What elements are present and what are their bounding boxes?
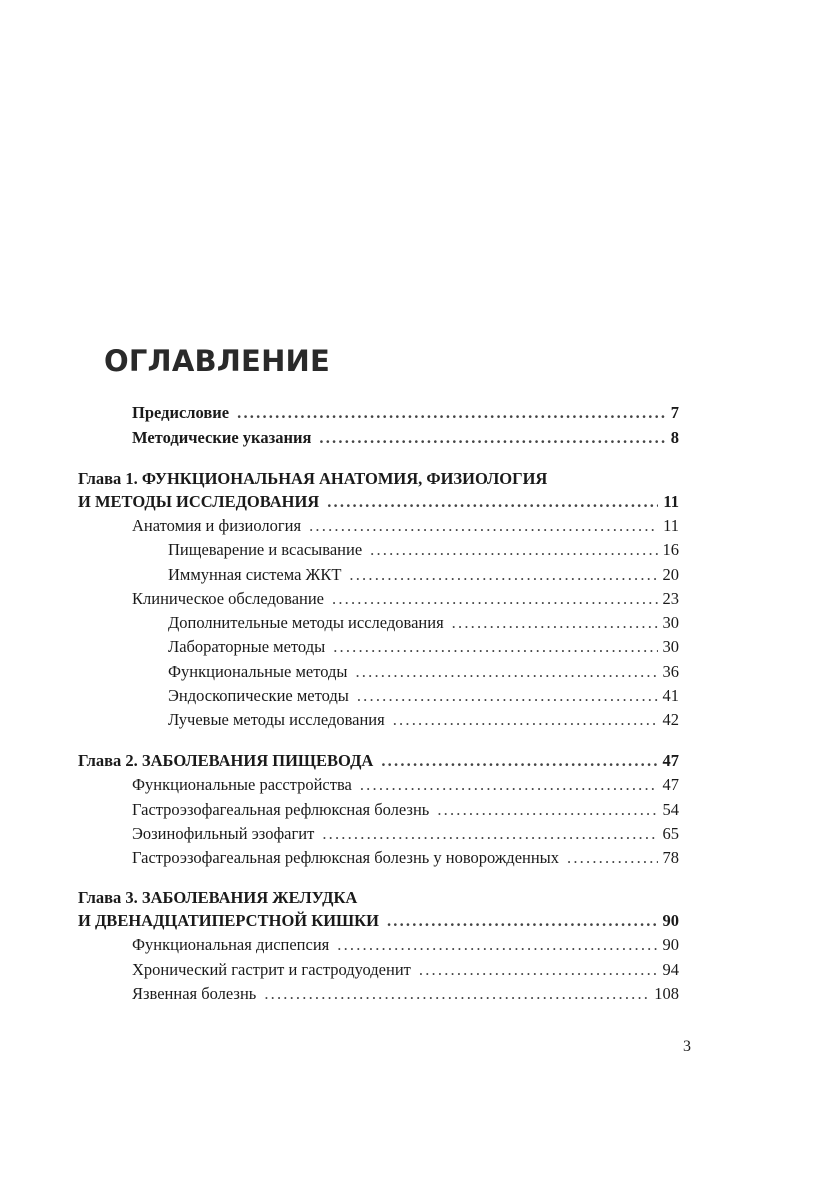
page-title: ОГЛАВЛЕНИЕ [104,344,331,378]
toc-page-number: 36 [662,662,679,681]
toc-entry-title: Клиническое обследование [132,589,324,608]
dot-leader [237,403,666,423]
toc-entry-title: Функциональная диспепсия [132,935,330,954]
toc-entry-title: Глава 2. ЗАБОЛЕВАНИЯ ПИЩЕВОДА [78,751,374,770]
dot-leader [322,824,657,844]
toc-entry-title: Язвенная болезнь [132,984,257,1003]
toc-page-number: 90 [662,935,679,954]
toc-entry[interactable] [132,931,679,955]
toc-entry-title: Лабораторные методы [168,637,326,656]
toc-entry[interactable] [132,980,679,1004]
toc-page-number: 11 [663,516,679,535]
chapter-3-title-line1[interactable]: Глава 3. ЗАБОЛЕВАНИЯ ЖЕЛУДКА [78,888,358,907]
dot-leader [387,911,658,931]
dot-leader [264,984,649,1004]
toc-page-number: 23 [662,589,679,608]
toc-entry-title: Методические указания [132,428,312,447]
toc-entry-title: Гастроэзофагеальная рефлюксная болезнь у новорожденных [132,848,560,867]
toc-entry[interactable] [168,536,679,560]
dot-leader [419,960,658,980]
page-number: 3 [683,1038,691,1055]
dot-leader [437,800,657,820]
toc-entry-title: И МЕТОДЫ ИССЛЕДОВАНИЯ [78,492,320,511]
dot-leader [327,492,658,512]
toc-entry-title: Предисловие [132,403,230,422]
toc-entry[interactable] [168,609,679,633]
dot-leader [309,516,658,536]
dot-leader [360,775,658,795]
toc-entry-title: Дополнительные методы исследования [168,613,444,632]
toc-entry[interactable] [132,771,679,795]
toc-page-number: 11 [663,492,679,511]
dot-leader [337,935,657,955]
toc-page-number: 94 [662,960,679,979]
toc-entry[interactable] [132,796,679,820]
toc-entry[interactable] [132,512,679,536]
toc-entry-guidelines[interactable] [132,424,679,448]
toc-page-number: 54 [662,800,679,819]
dot-leader [355,662,657,682]
toc-page-number: 20 [662,565,679,584]
toc-entry[interactable] [168,658,679,682]
toc-entry-chapter-1[interactable] [78,488,679,512]
dot-leader [567,848,657,868]
dot-leader [370,540,657,560]
toc-page-number: 108 [654,984,679,1003]
toc-page-number: 47 [662,775,679,794]
dot-leader [357,686,658,706]
toc-entry-title: Анатомия и физиология [132,516,302,535]
toc-entry[interactable] [168,706,679,730]
toc-entry-title: Функциональные расстройства [132,775,352,794]
dot-leader [393,710,658,730]
toc-entry-title: Хронический гастрит и гастродуоденит [132,960,411,979]
toc-page-number: 41 [662,686,679,705]
toc-page-number: 8 [670,428,679,447]
toc-entry-title: И ДВЕНАДЦАТИПЕРСТНОЙ КИШКИ [78,911,379,930]
toc-entry[interactable] [132,585,679,609]
toc-entry-title: Иммунная система ЖКТ [168,565,342,584]
toc-entry-title: Пищеварение и всасывание [168,540,363,559]
toc-entry[interactable] [168,561,679,585]
toc-page-number: 42 [662,710,679,729]
toc-entry-chapter-3[interactable] [78,907,679,931]
toc-page-number: 78 [662,848,679,867]
dot-leader [333,637,657,657]
toc-entry-title: Гастроэзофагеальная рефлюксная болезнь [132,800,430,819]
toc-page-number: 30 [662,637,679,656]
dot-leader [349,565,657,585]
toc-entry-title: Эозинофильный эзофагит [132,824,315,843]
toc-entry[interactable] [132,820,679,844]
toc-entry[interactable] [132,844,679,868]
toc-entry[interactable] [168,682,679,706]
dot-leader [319,428,665,448]
toc-entry-title: Функциональные методы [168,662,348,681]
dot-leader [381,751,657,771]
toc-page-number: 16 [662,540,679,559]
toc-entry[interactable] [132,956,679,980]
toc-page-number: 30 [662,613,679,632]
dot-leader [452,613,658,633]
toc-page-number: 47 [662,751,679,770]
toc-page-number: 7 [670,403,679,422]
toc-page-number: 65 [662,824,679,843]
dot-leader [332,589,658,609]
toc-page-number: 90 [662,911,679,930]
toc-entry-preface[interactable] [132,399,679,423]
toc-entry-title: Лучевые методы исследования [168,710,385,729]
toc-entry[interactable] [168,633,679,657]
toc-entry-chapter-2[interactable] [78,747,679,771]
chapter-1-title-line1[interactable]: Глава 1. ФУНКЦИОНАЛЬНАЯ АНАТОМИЯ, ФИЗИОЛОГИЯ [78,469,548,488]
toc-entry-title: Эндоскопические методы [168,686,349,705]
